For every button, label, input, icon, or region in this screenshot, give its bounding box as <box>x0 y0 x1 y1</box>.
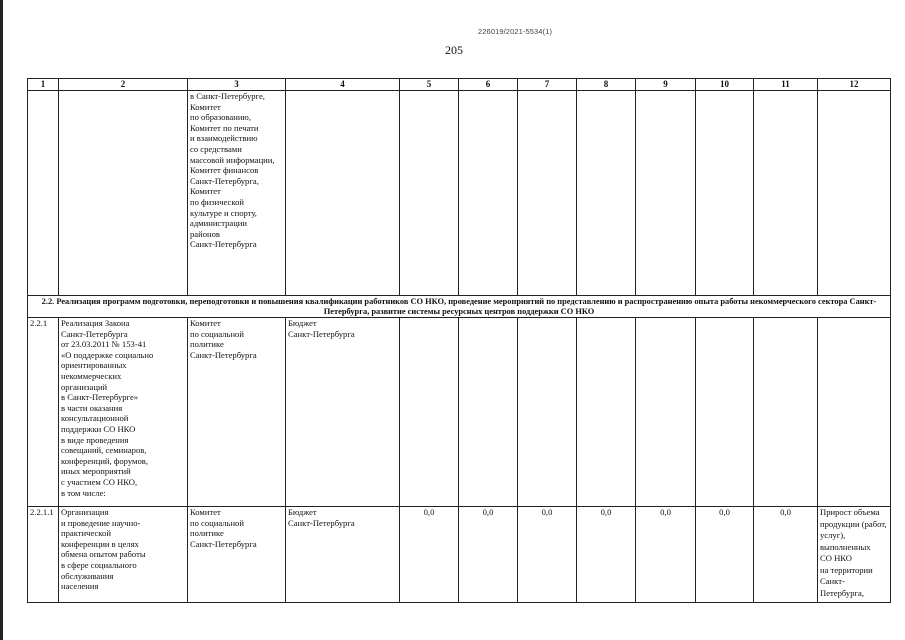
header-col-1: 1 <box>28 79 59 91</box>
header-col-8: 8 <box>577 79 636 91</box>
header-col-9: 9 <box>636 79 696 91</box>
continuation-executor-cell: в Санкт-Петербурге, Комитет по образованию, Комитет по печати и взаимодействию со средствами массовой информации, Комитет финансов Санкт-Петербурга, Комитет по физической культуре и спорту, администрации районов Санкт-Петербурга <box>188 91 286 296</box>
empty-cell <box>400 91 459 296</box>
empty-cell <box>636 318 696 507</box>
row-2-2-1-1-value-col6: 0,0 <box>459 507 518 603</box>
empty-cell <box>696 91 754 296</box>
empty-cell <box>518 91 577 296</box>
empty-cell <box>459 91 518 296</box>
continuation-code-cell <box>28 91 59 296</box>
table-row-continuation <box>28 91 891 296</box>
row-2-2-1-1-value-col5: 0,0 <box>400 507 459 603</box>
header-col-11: 11 <box>754 79 818 91</box>
section-2-2-heading: 2.2. Реализация программ подготовки, переподготовки и повышения квалификации работников СО НКО, проведение мероприятий по представлению и распространению опыта работы некоммерческого сектора Санкт-Петербурга, развитие системы ресурсных центров поддержки СО НКО <box>28 296 891 318</box>
header-col-3: 3 <box>188 79 286 91</box>
header-col-2: 2 <box>59 79 188 91</box>
row-2-2-1-1-value-col8: 0,0 <box>577 507 636 603</box>
header-col-7: 7 <box>518 79 577 91</box>
header-row <box>28 79 891 91</box>
page-number: 205 <box>445 43 463 57</box>
row-2-2-1-1-value-col7: 0,0 <box>518 507 577 603</box>
empty-cell <box>518 318 577 507</box>
row-2-2-1-executor: Комитет по социальной политике Санкт-Петербурга <box>188 318 286 507</box>
empty-cell <box>577 91 636 296</box>
row-2-2-1-1-value-col9: 0,0 <box>636 507 696 603</box>
empty-cell <box>400 318 459 507</box>
table-row-2-2-1 <box>28 318 891 507</box>
empty-cell <box>636 91 696 296</box>
header-col-6: 6 <box>459 79 518 91</box>
header-col-10: 10 <box>696 79 754 91</box>
empty-cell <box>818 318 891 507</box>
program-table <box>27 78 891 603</box>
row-2-2-1-code: 2.2.1 <box>28 318 59 507</box>
empty-cell <box>818 91 891 296</box>
empty-cell <box>754 91 818 296</box>
header-col-4: 4 <box>286 79 400 91</box>
continuation-name-cell <box>59 91 188 296</box>
row-2-2-1-name: Реализация Закона Санкт-Петербурга от 23.03.2011 № 153-41 «О поддержке социально ориентированных некоммерческих организаций в Санкт-Петербурге» в части оказания консультационной поддержки СО НКО в виде проведения совещаний, семинаров, конференций, форумов, иных мероприятий с участием СО НКО, в том числе: <box>59 318 188 507</box>
header-col-12: 12 <box>818 79 891 91</box>
row-2-2-1-1-value-col11: 0,0 <box>754 507 818 603</box>
row-2-2-1-1-value-col10: 0,0 <box>696 507 754 603</box>
row-2-2-1-source: Бюджет Санкт-Петербурга <box>286 318 400 507</box>
table-row-2-2-1-1 <box>28 507 891 603</box>
row-2-2-1-1-executor: Комитет по социальной политике Санкт-Петербурга <box>188 507 286 603</box>
row-2-2-1-1-code: 2.2.1.1 <box>28 507 59 603</box>
empty-cell <box>577 318 636 507</box>
empty-cell <box>459 318 518 507</box>
empty-cell <box>286 91 400 296</box>
document-id: 226019/2021-5534(1) <box>478 27 553 36</box>
empty-cell <box>696 318 754 507</box>
row-2-2-1-1-source: Бюджет Санкт-Петербурга <box>286 507 400 603</box>
header-col-5: 5 <box>400 79 459 91</box>
row-2-2-1-1-name: Организация и проведение научно- практической конференции в целях обмена опытом работы в сфере социального обслуживания населения <box>59 507 188 603</box>
empty-cell <box>754 318 818 507</box>
row-2-2-1-1-result: Прирост объема продукции (работ, услуг), выполненных СО НКО на территории Санкт-Петербурга, <box>818 507 891 603</box>
scan-edge <box>0 0 3 640</box>
section-heading-row <box>28 296 891 318</box>
